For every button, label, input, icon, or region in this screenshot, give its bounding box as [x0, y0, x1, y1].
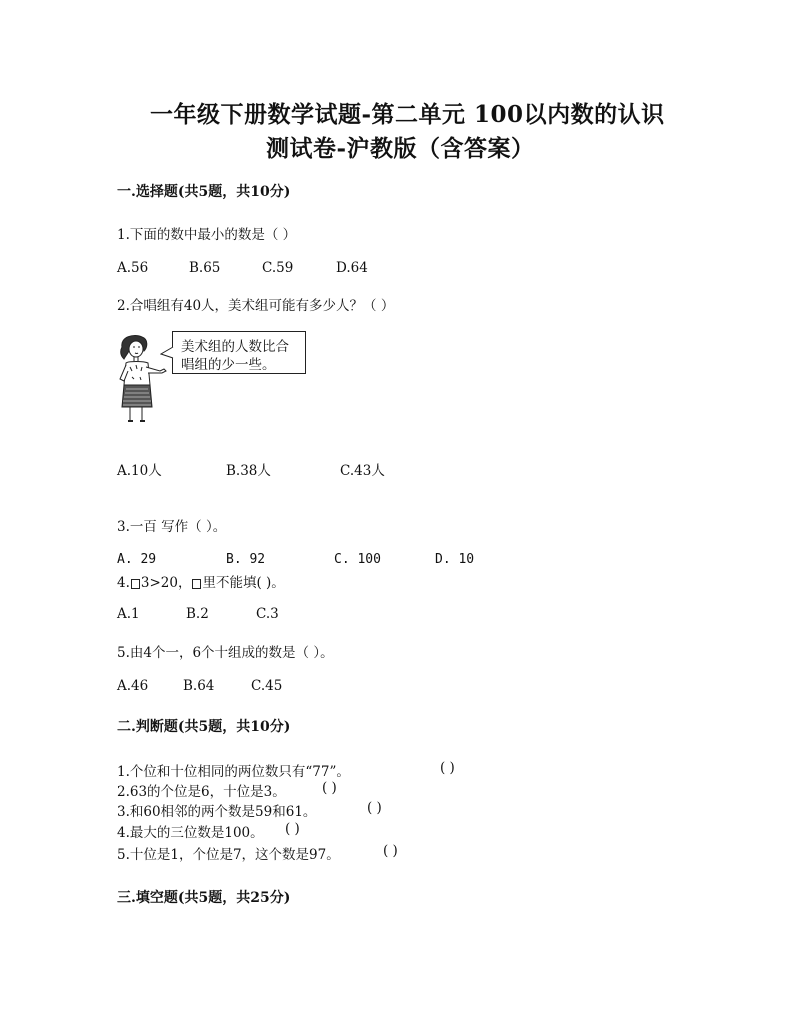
section-1-heading: 一.选择题(共5题，共10分): [117, 184, 291, 200]
blank-box-icon: [131, 579, 140, 589]
q2-option-b: B.38人: [226, 463, 271, 479]
q1-option-a: A.56: [117, 260, 149, 276]
judge-item-5: 5.十位是1，个位是7，这个数是97。: [117, 847, 340, 863]
question-3: 3.一百 写作（ ）。: [117, 519, 227, 535]
bubble-line-1: 美术组的人数比合: [181, 339, 289, 355]
q1-option-c: C.59: [262, 260, 294, 276]
judge-item-2: 2.63的个位是6，十位是3。: [117, 784, 286, 800]
q3-option-a: A. 29: [117, 552, 157, 567]
q3-option-b: B. 92: [226, 552, 266, 567]
question-2: 2.合唱组有40人，美术组可能有多少人？（ ）: [117, 298, 395, 314]
q4-option-b: B.2: [186, 606, 209, 622]
question-4: [117, 571, 285, 591]
question-5: 5.由4个一，6个十组成的数是（ ）。: [117, 645, 334, 661]
title-line-1: 一年级下册数学试题-第二单元 100以内数的认识: [150, 101, 665, 128]
q3-option-c: C. 100: [334, 552, 381, 567]
judge-item-3: 3.和60相邻的两个数是59和61。: [117, 804, 317, 820]
q1-option-b: B.65: [189, 260, 221, 276]
q4-option-a: A.1: [117, 606, 140, 622]
q3-option-d: D. 10: [435, 552, 475, 567]
q4-option-c: C.3: [256, 606, 279, 622]
blank-box-icon: [192, 579, 201, 589]
q4-middle: 3>20，: [140, 575, 192, 591]
q2-option-a: A.10人: [117, 463, 162, 479]
q4-suffix: 里不能填( )。: [202, 575, 285, 591]
section-3-heading: 三.填空题(共5题，共25分): [117, 890, 291, 906]
bubble-line-2: 唱组的少一些。: [181, 357, 276, 373]
judge-paren-5: ( ): [383, 843, 398, 859]
judge-paren-3: ( ): [367, 800, 382, 816]
speech-bubble: [172, 331, 306, 374]
title-line-2: 测试卷-沪教版（含答案）: [266, 135, 535, 162]
question-1: 1.下面的数中最小的数是（ ）: [117, 227, 297, 243]
q4-prefix: 4.: [117, 575, 130, 591]
judge-item-4: 4.最大的三位数是100。: [117, 825, 264, 841]
judge-item-1: 1.个位和十位相同的两位数只有“77”。: [117, 764, 350, 780]
judge-paren-2: ( ): [322, 780, 337, 796]
bubble-pointer: [160, 346, 174, 360]
q5-option-c: C.45: [251, 678, 283, 694]
judge-paren-1: ( ): [440, 760, 455, 776]
judge-paren-4: ( ): [285, 821, 300, 837]
section-2-heading: 二.判断题(共5题，共10分): [117, 719, 291, 735]
q1-option-d: D.64: [336, 260, 368, 276]
q5-option-a: A.46: [117, 678, 149, 694]
q2-option-c: C.43人: [340, 463, 385, 479]
q5-option-b: B.64: [183, 678, 215, 694]
